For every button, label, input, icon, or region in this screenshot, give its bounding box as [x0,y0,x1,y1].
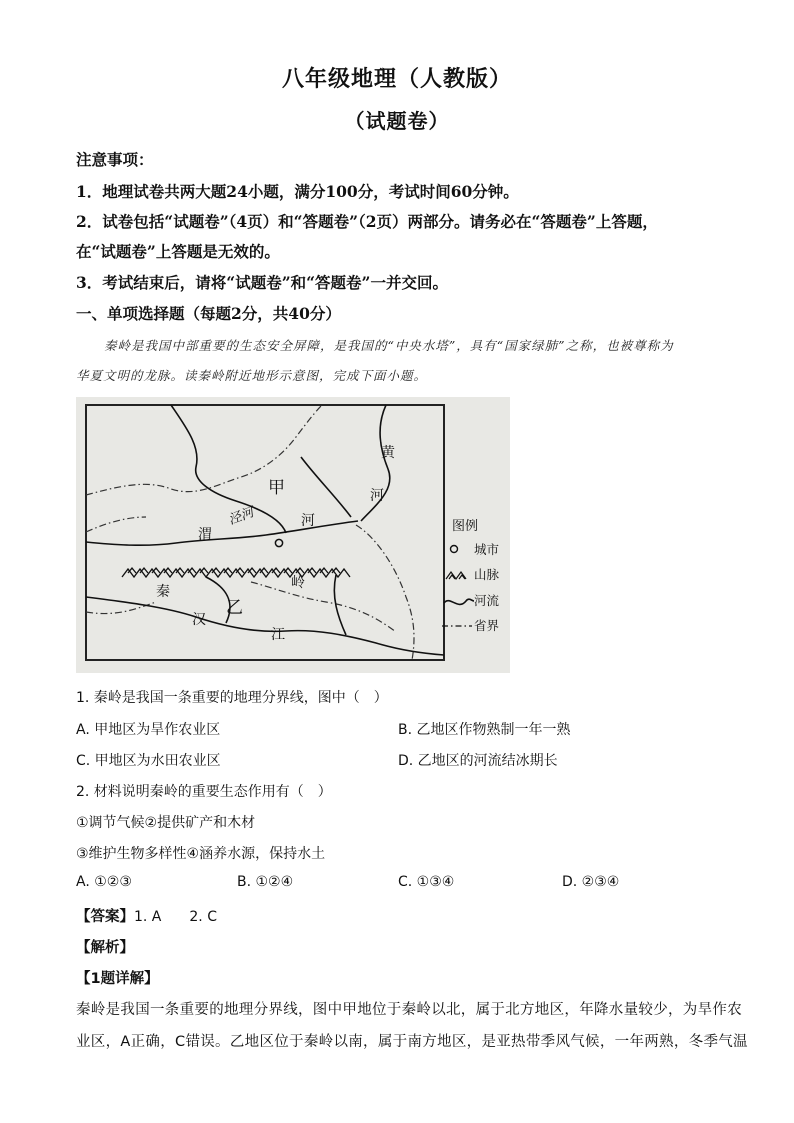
question-2-option-a: A. ①②③ [76,874,132,890]
answer-label: 【答案】 [76,909,134,925]
question-2-statement-line-1: ①调节气候②提供矿产和木材 [76,815,256,831]
map-label-wei: 渭 [198,527,212,543]
question-1-option-b: B. 乙地区作物熟制一年一熟 [398,722,571,738]
legend-city: 城市 [474,542,500,557]
map-label-ling: 岭 [291,575,305,591]
map-label-jia: 甲 [268,478,285,498]
question-2-option-b: B. ①②④ [237,874,294,890]
section-1-heading: 一、单项选择题（每题2分，共40分） [76,304,341,323]
detail-heading-q1: 【1题详解】 [76,971,159,987]
qinling-terrain-map [76,397,510,673]
notice-item-3: 3．考试结束后，请将“试题卷”和“答题卷”一并交回。 [76,273,448,292]
question-1-stem: 1. 秦岭是我国一条重要的地理分界线，图中（ ） [76,690,388,706]
map-label-huang: 黄 [381,445,395,461]
answer-value: 1. A 2. C [134,909,217,925]
notice-item-2-line-1: 2．试卷包括“试题卷”（4页）和“答题卷”（2页）两部分。请务必在“答题卷”上答题， [76,212,658,231]
answer-line [76,905,217,926]
legend-title: 图例 [452,519,479,534]
question-2-statement-line-2: ③维护生物多样性④涵养水源，保持水土 [76,846,326,862]
document-title: 八年级地理（人教版） [281,66,512,92]
detail-text-line-1: 秦岭是我国一条重要的地理分界线，图中甲地位于秦岭以北，属于北方地区，年降水量较少，为旱作农 [76,1002,742,1018]
map-label-yi: 乙 [226,598,243,618]
analysis-label: 【解析】 [76,940,134,956]
question-1-option-d: D. 乙地区的河流结冰期长 [398,753,558,769]
section-1-intro-line-2: 华夏文明的龙脉。读秦岭附近地形示意图，完成下面小题。 [76,368,428,383]
legend-border: 省界 [474,618,500,633]
map-label-he-wei: 河 [301,513,315,529]
question-2-option-c: C. ①③④ [398,874,455,890]
question-2-option-d: D. ②③④ [562,874,620,890]
question-1-option-a: A. 甲地区为旱作农业区 [76,722,221,738]
document-subtitle: （试题卷） [344,109,450,133]
map-label-jiang: 江 [271,627,285,643]
question-2-stem: 2. 材料说明秦岭的重要生态作用有（ ） [76,784,332,800]
map-label-he-vertical: 河 [370,488,384,504]
notice-item-1: 1．地理试卷共两大题24小题，满分100分，考试时间60分钟。 [76,182,519,201]
map-label-qin: 秦 [156,584,170,600]
detail-text-line-2: 业区，A正确，C错误。乙地区位于秦岭以南，属于南方地区，是亚热带季风气候，一年两熟，冬季气温 [76,1034,748,1050]
map-label-jinghe: 泾河 [226,505,257,529]
notice-item-2-line-2: 在“试题卷”上答题是无效的。 [76,242,280,261]
section-1-intro-line-1: 秦岭是我国中部重要的生态安全屏障，是我国的“中央水塔”，具有“国家绿肺”之称，也被尊称为 [104,338,674,353]
legend-river: 河流 [474,593,500,608]
notice-heading: 注意事项： [76,150,154,169]
question-1-option-c: C. 甲地区为水田农业区 [76,753,221,769]
map-label-han: 汉 [192,612,206,628]
legend-mountain: 山脉 [474,567,500,582]
